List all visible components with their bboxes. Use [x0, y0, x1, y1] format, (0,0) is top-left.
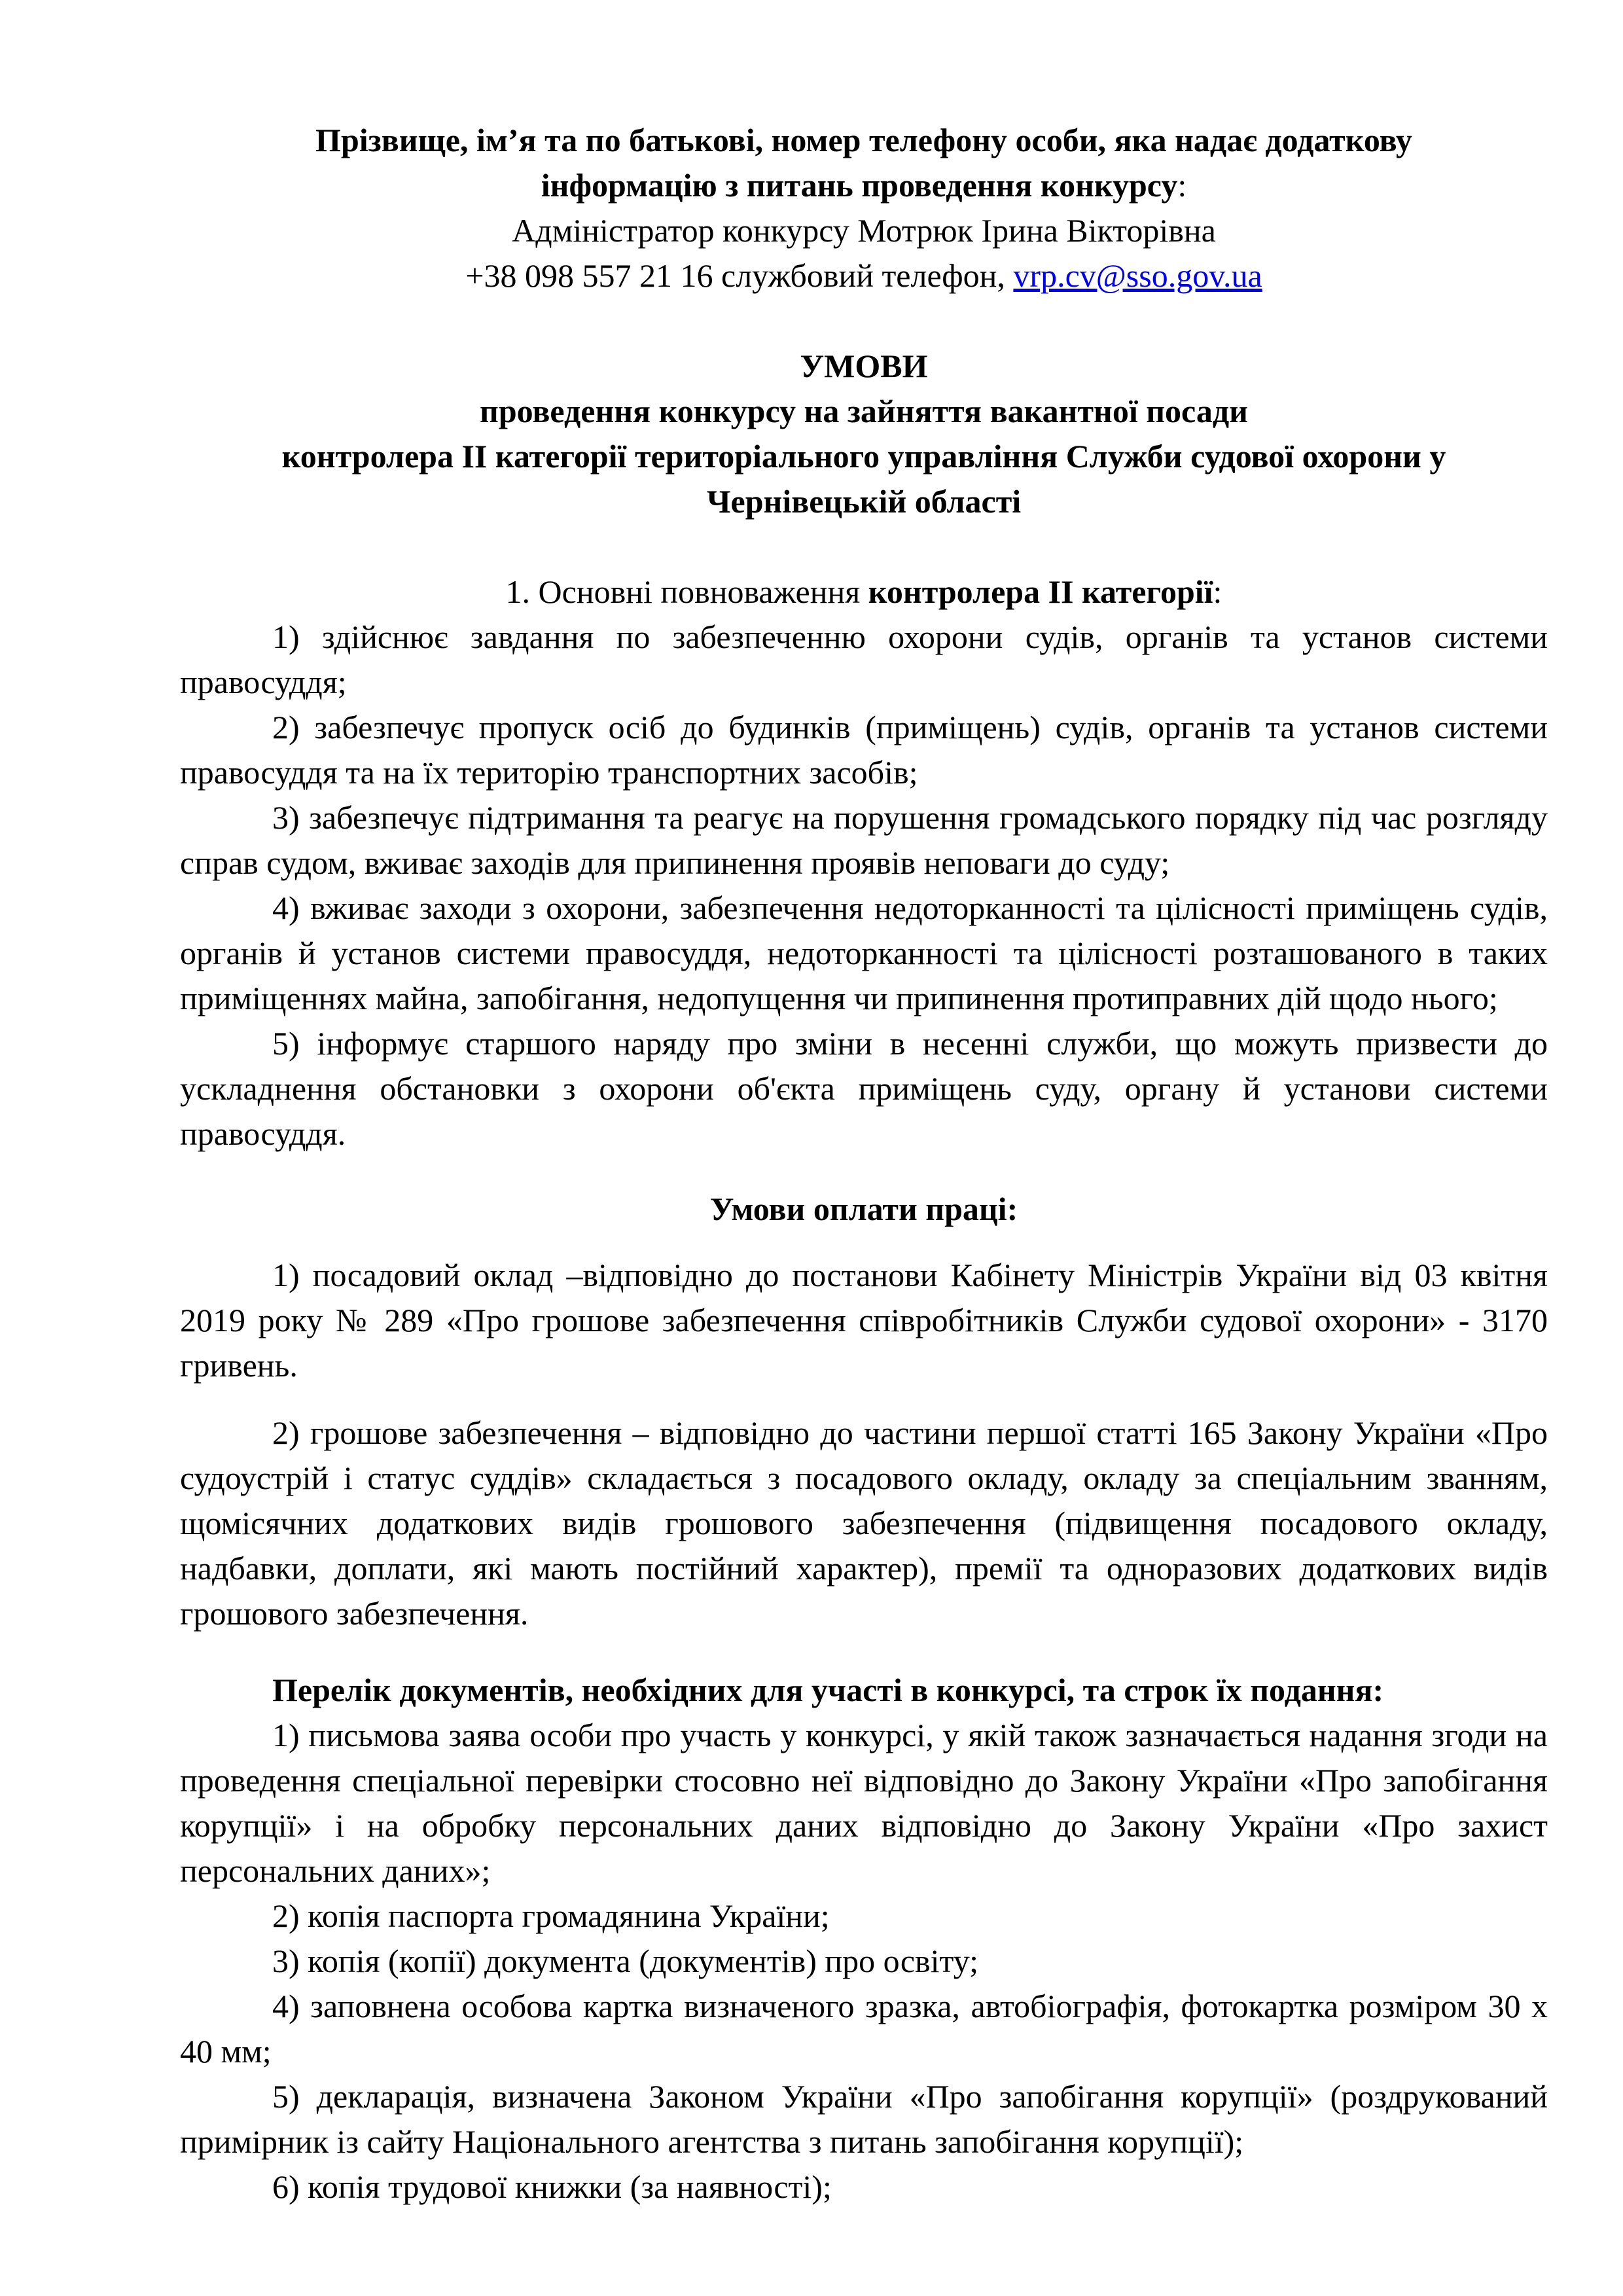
- document-item-1: 1) письмова заява особи про участь у конкурсі, у якій також зазначається надання згоди на проведення спеціальної перевірки стосовно неї відповідно до Закону України «Про запобігання корупції» і на обробку персональних даних відповідно до Закону України «Про захист персональних даних»;: [180, 1717, 1548, 1889]
- spacer: [180, 524, 1548, 569]
- document-subtitle-line-3: Чернівецькій області: [706, 483, 1022, 520]
- contact-phone: +38 098 557 21 16 службовий телефон,: [465, 257, 1014, 294]
- duties-section: [180, 569, 1548, 1157]
- contact-heading-line-2-text: інформацію з питань проведення конкурсу: [541, 167, 1178, 204]
- duty-item-5: 5) інформує старшого наряду про зміни в несенні служби, що можуть призвести до ускладнення обстановки з охорони об'єкта приміщень суду, органу й установи системи правосуддя.: [180, 1025, 1548, 1152]
- documents-section: [180, 1668, 1548, 2210]
- document-subtitle-line-2: контролера ІІ категорії територіального управління Служби судової охорони у: [281, 438, 1446, 475]
- duty-item-4: 4) вживає заходи з охорони, забезпечення недоторканності та цілісності приміщень судів, органів й установ системи правосуддя, недоторканності та цілісності розташованого в таких приміщеннях майна, запобігання, недопущення чи припинення протиправних дій щодо нього;: [180, 889, 1548, 1016]
- title-block: [180, 344, 1548, 524]
- spacer: [180, 1157, 1548, 1187]
- contact-phone-line: [180, 253, 1548, 298]
- document-item-5: 5) декларація, визначена Законом України «Про запобігання корупції» (роздрукований примірник із сайту Національного агентства з питань запобігання корупції);: [180, 2078, 1548, 2160]
- contact-email-link[interactable]: vrp.cv@sso.gov.ua: [1013, 257, 1262, 294]
- duty-item-1: 1) здійснює завдання по забезпеченню охорони судів, органів та установ системи правосуддя;: [180, 619, 1548, 700]
- document-item-3: 3) копія (копії) документа (документів) про освіту;: [272, 1943, 978, 1979]
- contact-heading-line-2: [180, 163, 1548, 208]
- contact-admin-line: Адміністратор конкурсу Мотрюк Ірина Вікторівна: [512, 212, 1216, 249]
- duties-heading-prefix: 1. Основні повноваження: [505, 573, 868, 610]
- spacer: [180, 298, 1548, 344]
- contact-heading-line-1: Прізвище, ім’я та по батькові, номер телефону особи, яка надає додаткову: [315, 122, 1412, 158]
- salary-item-1: 1) посадовий оклад –відповідно до постанови Кабінету Міністрів України від 03 квітня 2019 року № 289 «Про грошове забезпечення співробітників Служби судової охорони» - 3170 гривень.: [180, 1257, 1548, 1384]
- document-subtitle-line-1: проведення конкурсу на зайняття вакантної посади: [480, 393, 1248, 429]
- duty-item-3: 3) забезпечує підтримання та реагує на порушення громадського порядку під час розгляду справ судом, вживає заходів для припинення проявів неповаги до суду;: [180, 799, 1548, 881]
- duties-heading-position: контролера ІІ категорії: [868, 573, 1213, 610]
- salary-item-2: 2) грошове забезпечення – відповідно до частини першої статті 165 Закону України «Про судоустрій і статус суддів» складається з посадового окладу, окладу за спеціальним званням, щомісячних додаткових видів грошового забезпечення (підвищення посадового окладу, надбавки, доплати, які мають постійний характер), премії та одноразових додаткових видів грошового забезпечення.: [180, 1414, 1548, 1632]
- spacer: [180, 1232, 1548, 1253]
- spacer: [180, 1388, 1548, 1410]
- documents-heading: Перелік документів, необхідних для участі в конкурсі, та строк їх подання:: [272, 1672, 1384, 1708]
- document-title: УМОВИ: [800, 348, 928, 384]
- contact-block: [180, 118, 1548, 298]
- duties-heading: [180, 569, 1548, 615]
- duty-item-2: 2) забезпечує пропуск осіб до будинків (приміщень) судів, органів та установ системи правосуддя та на їх територію транспортних засобів;: [180, 709, 1548, 791]
- document-body: [180, 118, 1548, 2210]
- document-item-2: 2) копія паспорта громадянина України;: [272, 1897, 830, 1934]
- contact-heading-colon: :: [1177, 167, 1187, 204]
- document-item-6: 6) копія трудової книжки (за наявності);: [272, 2168, 832, 2205]
- document-item-4: 4) заповнена особова картка визначеного зразка, автобіографія, фотокартка розміром 30 х 40 мм;: [180, 1988, 1548, 2070]
- spacer: [180, 1636, 1548, 1668]
- duties-heading-colon: :: [1213, 573, 1222, 610]
- salary-heading: Умови оплати праці:: [709, 1191, 1018, 1227]
- salary-section: [180, 1187, 1548, 1636]
